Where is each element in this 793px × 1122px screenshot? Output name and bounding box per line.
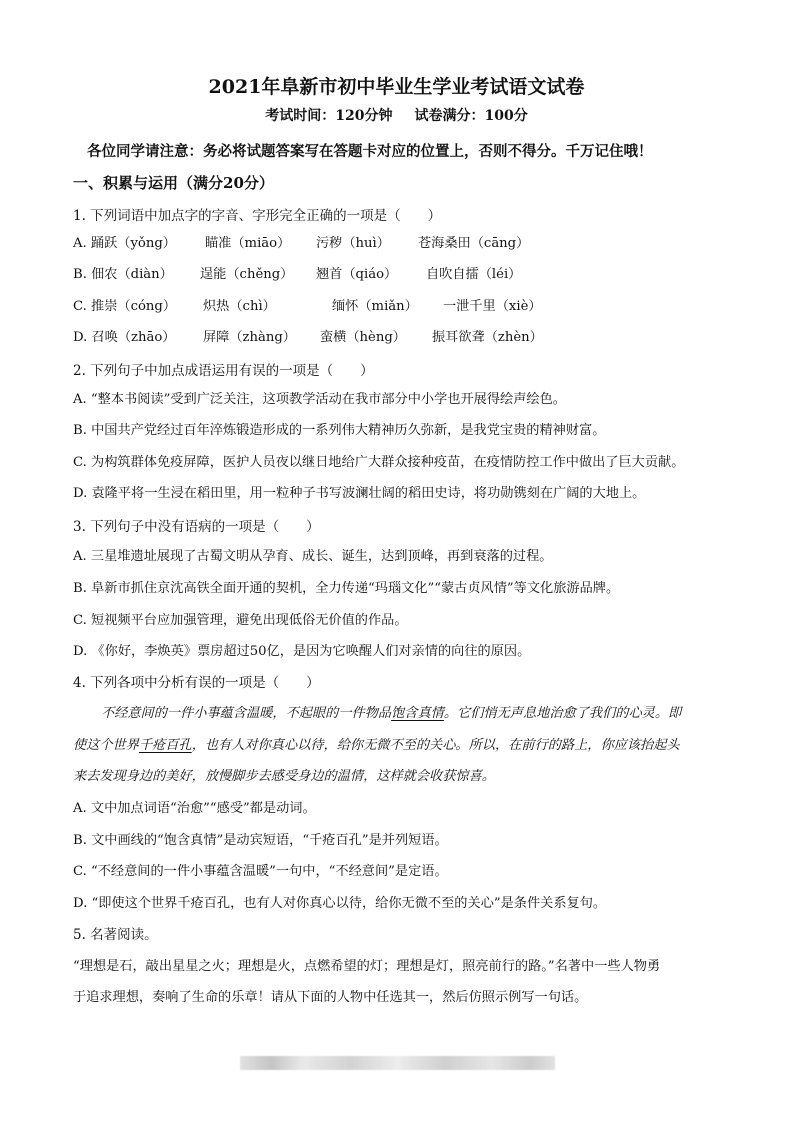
exam-title: 2021年阜新市初中毕业生学业考试语文试卷 — [208, 76, 585, 98]
q1-option: 缅怀（miǎn） — [332, 299, 418, 314]
q1-option: D. 召唤（zhāo） — [73, 330, 176, 345]
notice-text: 各位同学请注意：务必将试题答案写在答题卡对应的位置上，否则不得分。千万记住哦！ — [87, 143, 653, 160]
q3-option-a: A. 三星堆遗址展现了古蜀文明从孕育、成长、诞生，达到顶峰，再到衰落的过程。 — [73, 549, 553, 564]
passage-text: 来去发现身边的美好，放慢脚步去感受身边的温情，这样就会收获惊喜。 — [73, 769, 495, 784]
q1-option: 蛮横（hèng） — [320, 330, 406, 345]
q5-text-line: “理想是石，敲出星星之火；理想是火，点燃希望的灯；理想是灯，照亮前行的路。”名著中一些人物勇 — [73, 959, 661, 974]
section-heading: 一、积累与运用（满分20分） — [73, 174, 274, 192]
question-5-stem: 5. 名著阅读。 — [73, 927, 158, 943]
q1-option: B. 佃农（diàn） — [73, 267, 173, 282]
q1-option: 瞄准（miāo） — [205, 236, 291, 251]
q4-option-d: D. “即使这个世界千疮百孔，也有人对你真心以待，给你无微不至的关心”是条件关系复句。 — [73, 896, 607, 911]
q1-option: 苍海桑田（cāng） — [418, 236, 530, 251]
q1-option: 逞能（chěng） — [200, 267, 294, 282]
passage-text: 。它们悄无声息地治愈了我们的心灵。即 — [443, 706, 682, 721]
q1-option: 炽热（chì） — [203, 299, 276, 314]
q1-option: 污秽（huì） — [316, 236, 390, 251]
q2-option-b: B. 中国共产党经过百年淬炼锻造形成的一系列伟大精神历久弥新，是我党宝贵的精神财富。 — [73, 423, 606, 438]
q4-passage-line — [101, 702, 681, 721]
q1-option: 一泄千里（xiè） — [443, 299, 542, 314]
q2-option-d: D. 袁隆平将一生浸在稻田里，用一粒种子书写波澜壮阔的稻田史诗，将功勋镌刻在广阔的大地上。 — [73, 486, 646, 501]
underlined-phrase: 千疮百孔 — [138, 738, 192, 753]
passage-text: 使这个世界 — [73, 738, 139, 753]
underlined-phrase: 饱含真情 — [391, 706, 444, 721]
q2-option-c: C. 为构筑群体免疫屏障，医护人员夜以继日地给广大群众接种疫苗，在疫情防控工作中做出了巨大贡献。 — [73, 455, 685, 470]
question-3-stem: 3. 下列句子中没有语病的一项是（ ） — [73, 519, 320, 535]
q3-option-d: D. 《你好，李焕英》票房超过50亿，是因为它唤醒人们对亲情的向往的原因。 — [73, 644, 531, 659]
q4-option-b: B. 文中画线的“饱含真情”是动宾短语，“千疮百孔”是并列短语。 — [73, 833, 448, 848]
blurred-watermark — [240, 1056, 555, 1070]
q1-option: 屏障（zhàng） — [203, 330, 296, 345]
passage-text: ，也有人对你真心以待，给你无微不至的关心。所以，在前行的路上，你应该抬起头 — [191, 738, 680, 753]
q4-option-a: A. 文中加点词语“治愈”“感受”都是动词。 — [73, 801, 316, 816]
q3-option-c: C. 短视频平台应加强管理，避免出现低俗无价值的作品。 — [73, 613, 408, 628]
q3-option-b: B. 阜新市抓住京沈高铁全面开通的契机，全力传递“玛瑙文化”“蒙古贞风情”等文化旅游品牌。 — [73, 581, 620, 596]
question-2-stem: 2. 下列句子中加点成语运用有误的一项是（ ） — [73, 363, 374, 379]
q4-option-c: C. “不经意间的一件小事蕴含温暖”一句中，“不经意间”是定语。 — [73, 864, 448, 879]
q1-option: 翘首（qiáo） — [316, 267, 398, 282]
q1-option: 振耳欲聋（zhèn） — [432, 330, 543, 345]
exam-time: 考试时间：120分钟 — [265, 108, 393, 124]
exam-info — [0, 105, 793, 125]
passage-text: 不经意间的一件小事蕴含温暖，不起眼的一件物品 — [101, 706, 392, 721]
q1-option: C. 推崇（cóng） — [73, 299, 177, 314]
q4-passage-line — [73, 734, 680, 753]
question-1-stem: 1. 下列词语中加点字的字音、字形完全正确的一项是（ ） — [73, 208, 442, 224]
q4-passage-line — [73, 765, 495, 784]
q1-option: A. 踊跃（yǒng） — [73, 236, 176, 251]
question-4-stem: 4. 下列各项中分析有误的一项是（ ） — [73, 675, 320, 691]
q1-option: 自吹自擂（léi） — [426, 267, 522, 282]
full-score: 试卷满分：100分 — [414, 108, 528, 124]
q2-option-a: A. “整本书阅读”受到广泛关注，这项教学活动在我市部分中小学也开展得绘声绘色。 — [73, 392, 566, 407]
q5-text-line: 于追求理想，奏响了生命的乐章！请从下面的人物中任选其一，然后仿照示例写一句话。 — [73, 990, 588, 1005]
